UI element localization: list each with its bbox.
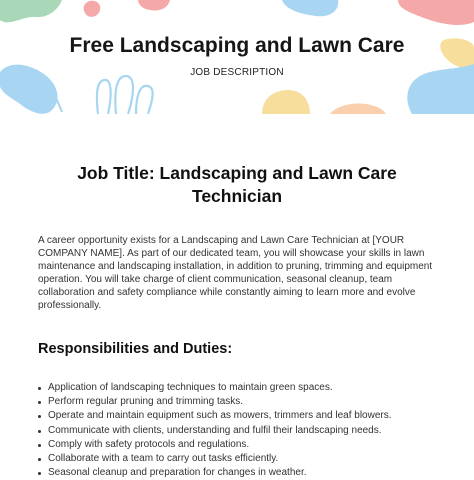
job-title-heading: Job Title: Landscaping and Lawn Care Technician [77, 163, 397, 206]
list-item: Communicate with clients, understanding and fulfil their landscaping needs. [38, 424, 458, 438]
list-item: Operate and maintain equipment such as mowers, trimmers and leaf blowers. [38, 409, 458, 423]
intro-paragraph: A career opportunity exists for a Landscaping and Lawn Care Technician at [YOUR COMPANY NAME]. As part of our dedicated team, you will showcase your skills in lawn maintenance and landscaping installation, in addition to pruning, trimming and equipment operation. You will take charge of client communication, seasonal cleanup, team collaboration and safety compliance while constantly aiming to learn more and evolve professionally. [38, 235, 433, 312]
page-subtitle: JOB DESCRIPTION [190, 67, 284, 78]
responsibilities-list [38, 381, 458, 480]
list-item: Seasonal cleanup and preparation for changes in weather. [38, 466, 458, 480]
page-title: Free Landscaping and Lawn Care [69, 34, 405, 57]
header-banner [0, 0, 474, 114]
list-item: Comply with safety protocols and regulations. [38, 438, 458, 452]
list-item: Application of landscaping techniques to maintain green spaces. [38, 381, 458, 395]
responsibilities-heading: Responsibilities and Duties: [38, 341, 233, 357]
list-item: Collaborate with a team to carry out tasks efficiently. [38, 452, 458, 466]
list-item: Perform regular pruning and trimming tasks. [38, 395, 458, 409]
